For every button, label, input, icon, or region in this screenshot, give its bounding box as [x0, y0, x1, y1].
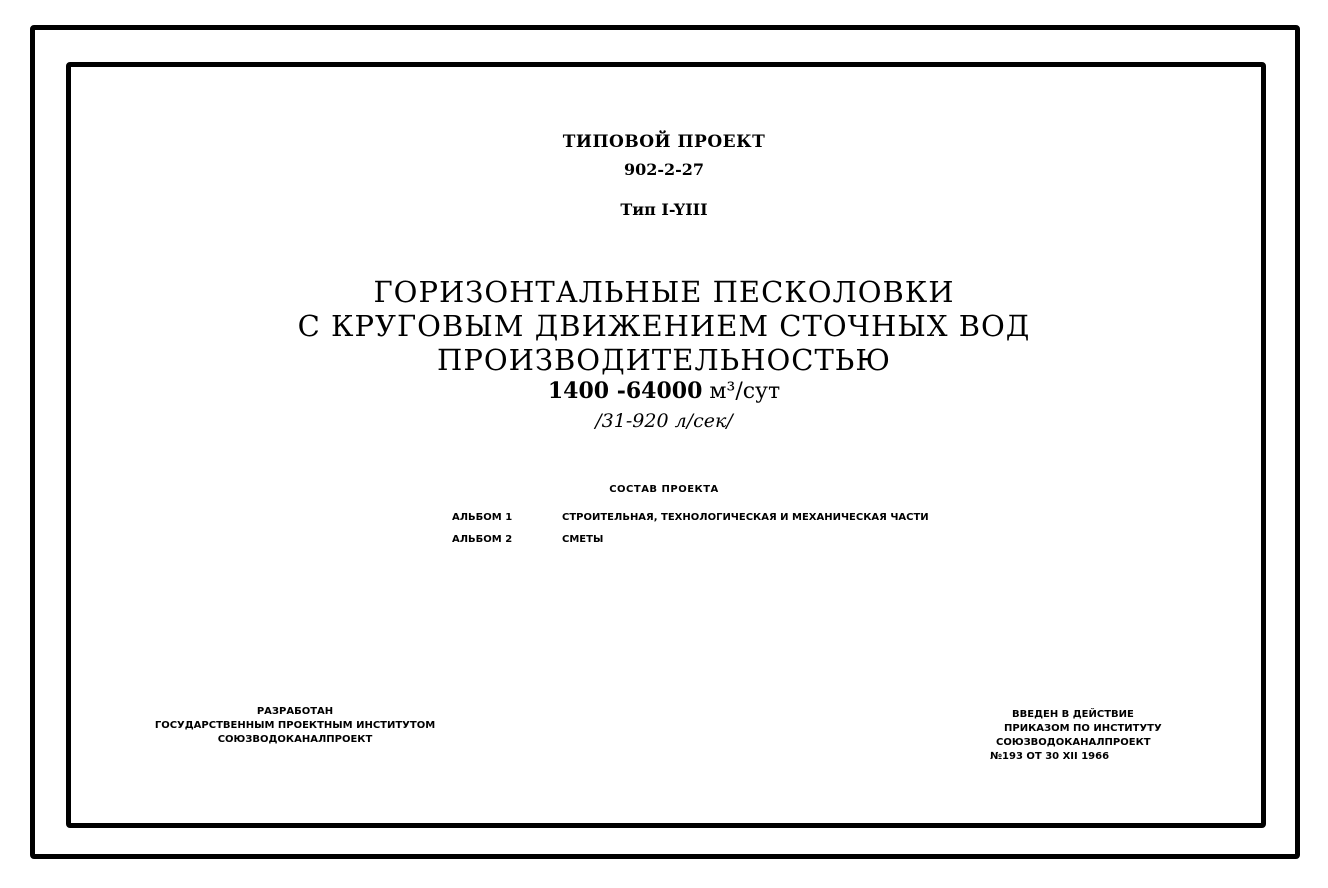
approval-line: ПРИКАЗОМ ПО ИНСТИТУТУ	[1004, 723, 1162, 734]
approval-line: СОЮЗВОДОКАНАЛПРОЕКТ	[996, 737, 1151, 748]
project-code: 902-2-27	[623, 160, 705, 179]
album-name: АЛЬБОМ 1	[452, 512, 513, 523]
capacity	[0, 378, 1328, 404]
project-type: Тип I-YIII	[620, 200, 708, 219]
album-content: СМЕТЫ	[562, 534, 604, 545]
album-content: СТРОИТЕЛЬНАЯ, ТЕХНОЛОГИЧЕСКАЯ И МЕХАНИЧЕСКАЯ ЧАСТИ	[562, 512, 929, 523]
developer-block	[140, 705, 450, 747]
album-name: АЛЬБОМ 2	[452, 534, 513, 545]
capacity-value: 1400 -64000	[547, 378, 703, 404]
capacity-unit: м³/сут	[709, 379, 781, 404]
document-type-label: ТИПОВОЙ ПРОЕКТ	[562, 132, 766, 152]
album-row	[452, 534, 603, 545]
developer-line: ГОСУДАРСТВЕННЫМ ПРОЕКТНЫМ ИНСТИТУТОМ	[154, 720, 436, 731]
title-line-1: ГОРИЗОНТАЛЬНЫЕ ПЕСКОЛОВКИ	[373, 275, 955, 309]
album-row	[452, 512, 929, 523]
title-line-2: С КРУГОВЫМ ДВИЖЕНИЕМ СТОЧНЫХ ВОД	[297, 309, 1031, 343]
composition-title: СОСТАВ ПРОЕКТА	[609, 484, 719, 495]
approval-line: ВВЕДЕН В ДЕЙСТВИЕ	[1012, 709, 1134, 720]
approval-line: №193 ОТ 30 XII 1966	[990, 751, 1110, 762]
developer-line: РАЗРАБОТАН	[256, 706, 334, 717]
flow-rate: /31-920 л/сек/	[595, 410, 733, 432]
developer-line: СОЮЗВОДОКАНАЛПРОЕКТ	[217, 734, 373, 745]
approval-block	[990, 708, 1175, 764]
title-line-3: ПРОИЗВОДИТЕЛЬНОСТЬЮ	[437, 343, 891, 377]
